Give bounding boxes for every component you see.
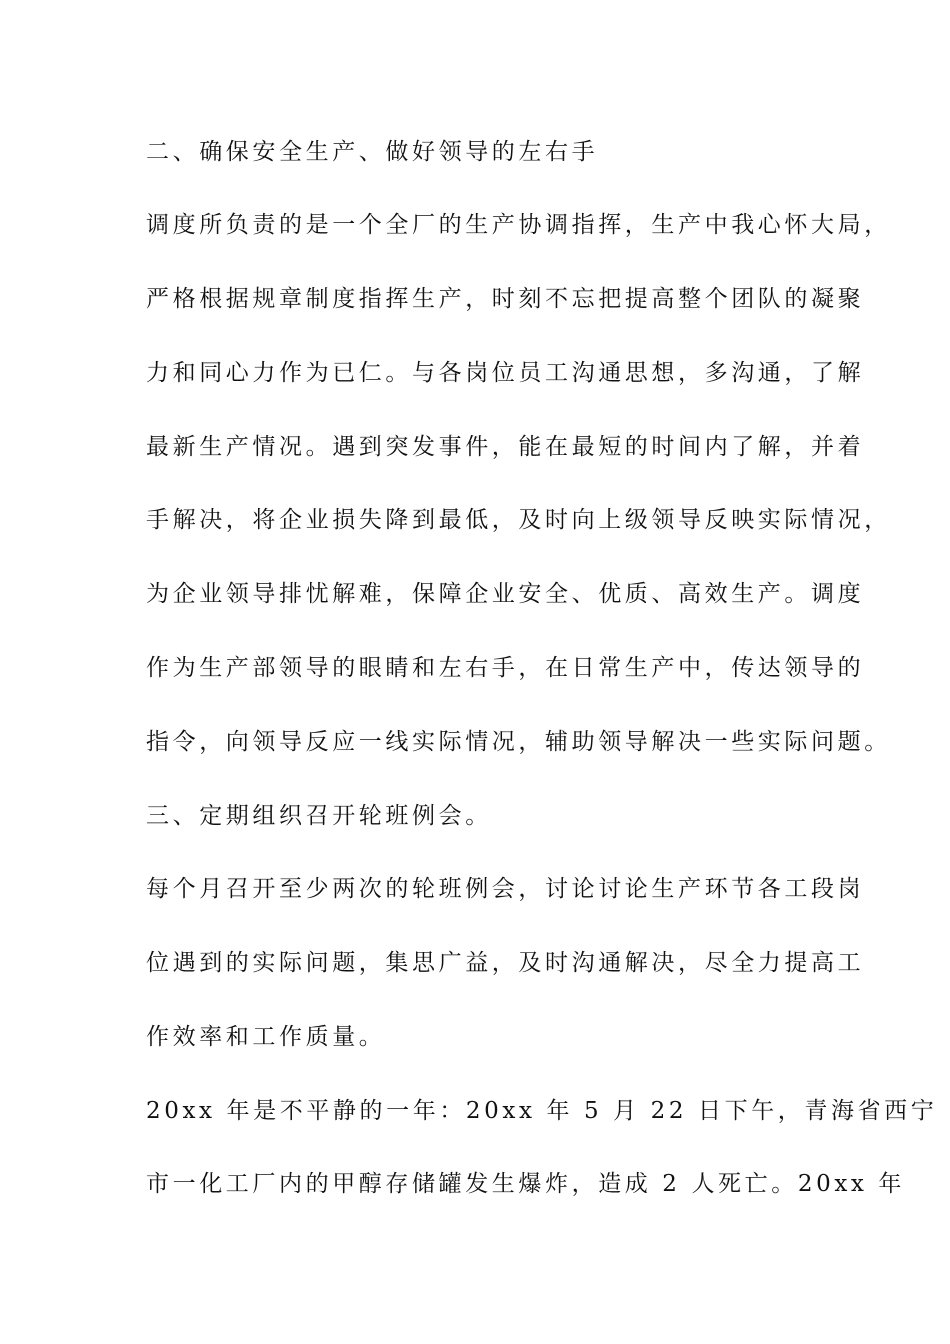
paragraph-line: 调度所负责的是一个全厂的生产协调指挥，生产中我心怀大局， xyxy=(146,212,891,238)
paragraph-line: 20xx 年是不平静的一年：20xx 年 5 月 22 日下午，青海省西宁 xyxy=(146,1098,938,1124)
paragraph-line: 每个月召开至少两次的轮班例会，讨论讨论生产环节各工段岗 xyxy=(146,876,865,902)
paragraph-line: 作为生产部领导的眼睛和左右手，在日常生产中，传达领导的 xyxy=(146,655,865,681)
paragraph-line: 最新生产情况。遇到突发事件，能在最短的时间内了解，并着 xyxy=(146,434,865,460)
paragraph-line: 严格根据规章制度指挥生产，时刻不忘把提高整个团队的凝聚 xyxy=(146,286,865,312)
paragraph-line: 位遇到的实际问题，集思广益，及时沟通解决，尽全力提高工 xyxy=(146,950,865,976)
section-heading-3: 三、定期组织召开轮班例会。 xyxy=(146,803,492,829)
paragraph-line: 力和同心力作为已仁。与各岗位员工沟通思想，多沟通，了解 xyxy=(146,360,865,386)
paragraph-line: 作效率和工作质量。 xyxy=(146,1024,386,1050)
section-heading-2: 二、确保安全生产、做好领导的左右手 xyxy=(146,139,599,165)
paragraph-line: 手解决，将企业损失降到最低，及时向上级领导反映实际情况， xyxy=(146,507,891,533)
paragraph-line: 为企业领导排忧解难，保障企业安全、优质、高效生产。调度 xyxy=(146,581,865,607)
paragraph-line: 市一化工厂内的甲醇存储罐发生爆炸，造成 2 人死亡。20xx 年 xyxy=(146,1171,905,1197)
paragraph-line: 指令，向领导反应一线实际情况，辅助领导解决一些实际问题。 xyxy=(146,729,891,755)
